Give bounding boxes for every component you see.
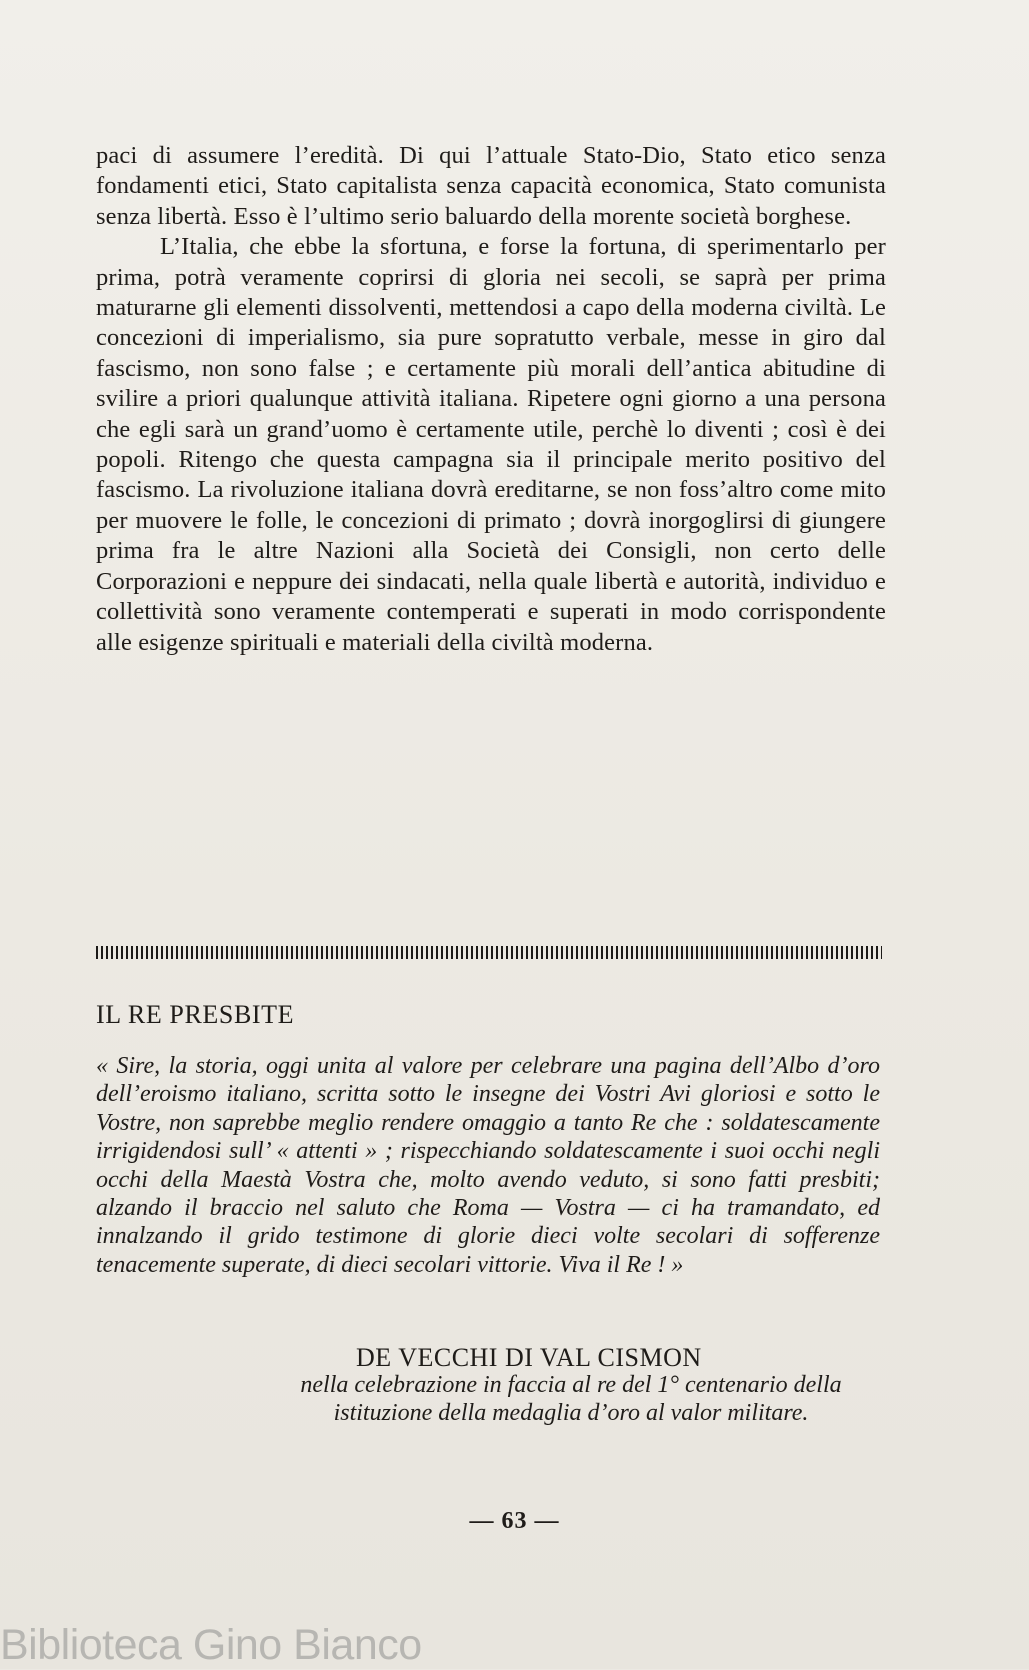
library-watermark: Biblioteca Gino Bianco [0, 1621, 422, 1669]
signature-name: DE VECCHI DI VAL CISMON [356, 1343, 702, 1372]
section-heading: IL RE PRESBITE [96, 1000, 295, 1029]
body-text [96, 141, 886, 658]
quote-text: « Sire, la storia, oggi unita al valore per celebrare una pagina dell’Albo d’oro dell’eroismo italiano, scritta sotto le insegne dei Vostri Avi gloriosi e sotto le Vostre, non saprebbe meglio rendere omaggio a tanto Re che : soldatescamente irrigidendosi sull’ « attenti » ; rispecchiando soldatescamente i suoi occhi negli occhi della Maestà Vostra che, molto avendo veduto, si sono fatti presbiti; alzando il braccio nel saluto che Roma — Vostra — ci ha tramandato, ed innalzando il grido testimone di glorie dieci volte secolari di sofferenze tenacemente superate, di dieci secolari vittorie. Viva il Re ! » [96, 1053, 880, 1278]
signature-note: nella celebrazione in faccia al re del 1° centenario della istituzione della medaglia d’oro al valor militare. [300, 1372, 842, 1427]
section-divider [96, 946, 882, 959]
page-number: — 63 — [469, 1508, 560, 1534]
body-paragraph: paci di assumere l’eredità. Di qui l’attuale Stato-Dio, Stato etico senza fondamenti etici, Stato capitalista senza capacità economica, Stato comunista senza libertà. Esso è l’ultimo serio baluardo della morente società borghese. [96, 142, 886, 230]
body-paragraph: L’Italia, che ebbe la sfortuna, e forse la fortuna, di sperimentarlo per prima, potrà veramente coprirsi di gloria nei secoli, se saprà per prima maturarne gli elementi dissolventi, mettendosi a capo della moderna civiltà. Le concezioni di imperialismo, sia pure sopratutto verbale, messe in giro dal fascismo, non sono false ; e certamente più morali dell’antica abitudine di svilire a priori qualunque attività italiana. Ripetere ogni giorno a una persona che egli sarà un grand’uomo è certamente utile, perchè lo diventi ; così è dei popoli. Ritengo che questa campagna sia il principale merito positivo del fascismo. La rivoluzione italiana dovrà ereditarne, se non foss’altro come mito per muovere le folle, le concezioni di primato ; dovrà inorgoglirsi di giungere prima fra le altre Nazioni alla Società dei Consigli, non certo delle Corporazioni e neppure dei sindacati, nella quale libertà e autorità, individuo e collettività sono veramente contemperati e superati in modo corrispondente alle esigenze spirituali e materiali della civiltà moderna. [96, 233, 886, 656]
